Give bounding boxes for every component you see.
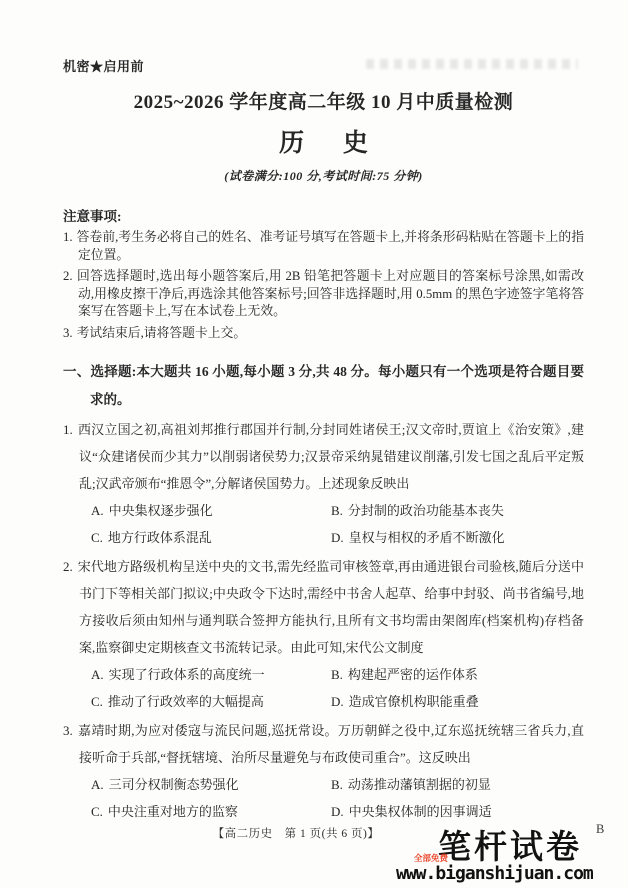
option-label: D. — [331, 529, 344, 545]
option-a — [91, 661, 331, 688]
notice-item-number: 3. — [63, 325, 73, 340]
question-3 — [63, 717, 584, 825]
section-heading: 一、选择题:本大题共 16 小题,每小题 3 分,共 48 分。每小题只有一个选项是符合题目要求的。 — [63, 363, 584, 407]
option-label: B. — [331, 666, 343, 682]
option-b — [331, 497, 584, 524]
option-text: 中央集权逐步强化 — [108, 502, 213, 518]
notice-item-2 — [63, 268, 584, 321]
option-text: 三司分权制衡态势强化 — [108, 776, 239, 792]
question-2 — [63, 553, 584, 715]
option-label: C. — [91, 803, 103, 819]
watermark-free-tag: 全部免费 — [414, 854, 449, 864]
option-c — [91, 688, 331, 715]
question-list — [63, 416, 584, 825]
option-text: 动荡推动藩镇割据的初显 — [347, 776, 491, 792]
page-content — [63, 56, 584, 825]
question-1 — [63, 416, 584, 551]
options-grid — [91, 771, 584, 825]
watermark — [396, 827, 624, 886]
option-text: 推动了行政效率的大幅提高 — [107, 693, 264, 709]
page-header — [63, 56, 584, 74]
question-stem-text: 西汉立国之初,高祖刘邦推行郡国并行制,分封同姓诸侯王;汉文帝时,贾谊上《治安策》,建议“众建诸侯而少其力”以削弱诸侯势力;汉景帝采纳晁错建议削藩,引发七国之乱后平定叛乱;汉武帝颁布“推恩令”,分解诸侯国势力。上述现象反映出 — [77, 421, 584, 491]
exam-info-line: (试卷满分:100 分,考试时间:75 分钟) — [224, 169, 423, 183]
notice-heading: 注意事项: — [63, 209, 122, 224]
option-b — [331, 661, 584, 688]
page-footer-label: 【高二历史 第 1 页(共 6 页)】 — [212, 828, 380, 840]
question-stem-text: 嘉靖时期,为应对倭寇与流民问题,巡抚常设。万历朝鲜之役中,辽东巡抚统辖三省兵力,直接听命于兵部,“督抚辖境、治所尽量避免与布政使司重合”。这反映出 — [77, 722, 584, 765]
option-d — [331, 524, 584, 551]
option-label: C. — [91, 529, 103, 545]
option-d — [331, 798, 584, 825]
notice-item-3 — [63, 325, 584, 343]
options-grid — [91, 661, 584, 715]
exam-title: 2025~2026 学年度高二年级 10 月中质量检测 — [133, 92, 514, 113]
paper-version-letter: B — [596, 822, 605, 836]
option-d — [331, 688, 584, 715]
option-label: A. — [91, 776, 104, 792]
option-text: 造成官僚机构职能重叠 — [348, 693, 479, 709]
confidential-label: 机密★启用前 — [63, 59, 145, 74]
option-text: 构建起严密的运作体系 — [347, 666, 478, 682]
option-a — [91, 497, 331, 524]
notice-item-text: 回答选择题时,选出每小题答案后,用 2B 铅笔把答题卡上对应题目的答案标号涂黑,如需改动,用橡皮擦干净后,再选涂其他答案标号;回答非选择题时,用 0.5mm 的黑色字迹签字笔将答案写在答题卡上,写在本试卷上无效。 — [76, 269, 584, 319]
subject-title: 历史 — [279, 130, 407, 157]
option-text: 实现了行政体系的高度统一 — [108, 666, 265, 682]
option-label: A. — [91, 666, 104, 682]
question-stem — [63, 717, 584, 771]
notice-item-text: 考试结束后,请将答题卡上交。 — [76, 325, 247, 340]
notice-item-text: 答卷前,考生务必将自己的姓名、准考证号填写在答题卡上,并将条形码粘贴在答题卡上的指定位置。 — [76, 230, 584, 262]
option-b — [331, 771, 584, 798]
question-stem — [63, 553, 584, 661]
option-a — [91, 771, 331, 798]
option-text: 中央集权体制的因事调适 — [348, 803, 492, 819]
question-number: 1. — [63, 421, 73, 437]
notice-list — [63, 229, 584, 343]
option-c — [91, 524, 331, 551]
option-text: 分封制的政治功能基本丧失 — [347, 502, 504, 518]
option-label: C. — [91, 693, 103, 709]
option-label: B. — [331, 776, 343, 792]
option-label: B. — [331, 502, 343, 518]
faint-print-artifact — [366, 59, 578, 69]
option-text: 中央注重对地方的监察 — [107, 803, 238, 819]
question-number: 2. — [63, 558, 73, 574]
option-text: 皇权与相权的矛盾不断激化 — [348, 529, 505, 545]
option-label: D. — [331, 693, 344, 709]
question-stem-text: 宋代地方路级机构呈送中央的文书,需先经监司审核签章,再由通进银台司验核,随后分送中书门下等相关部门拟议;中央政令下达时,需经中书舍人起草、给事中封驳、尚书省编号,地方接收后须由知州与通判联合签押方能执行,且所有文书均需由架阁库(档案机构)存档备案,监察御史定期核查文书流转记录。由此可知,宋代公文制度 — [77, 558, 584, 655]
question-number: 3. — [63, 722, 73, 738]
options-grid — [91, 497, 584, 551]
option-label: A. — [91, 502, 104, 518]
option-text: 地方行政体系混乱 — [107, 529, 212, 545]
notice-item-number: 1. — [63, 230, 73, 244]
question-stem — [63, 416, 584, 497]
watermark-url: www.biganshijuan.com — [396, 863, 593, 884]
notice-item-number: 2. — [63, 269, 73, 284]
watermark-brand: 笔杆试卷 — [438, 827, 582, 866]
notice-item-1 — [63, 229, 584, 264]
option-c — [91, 798, 331, 825]
option-label: D. — [331, 803, 344, 819]
